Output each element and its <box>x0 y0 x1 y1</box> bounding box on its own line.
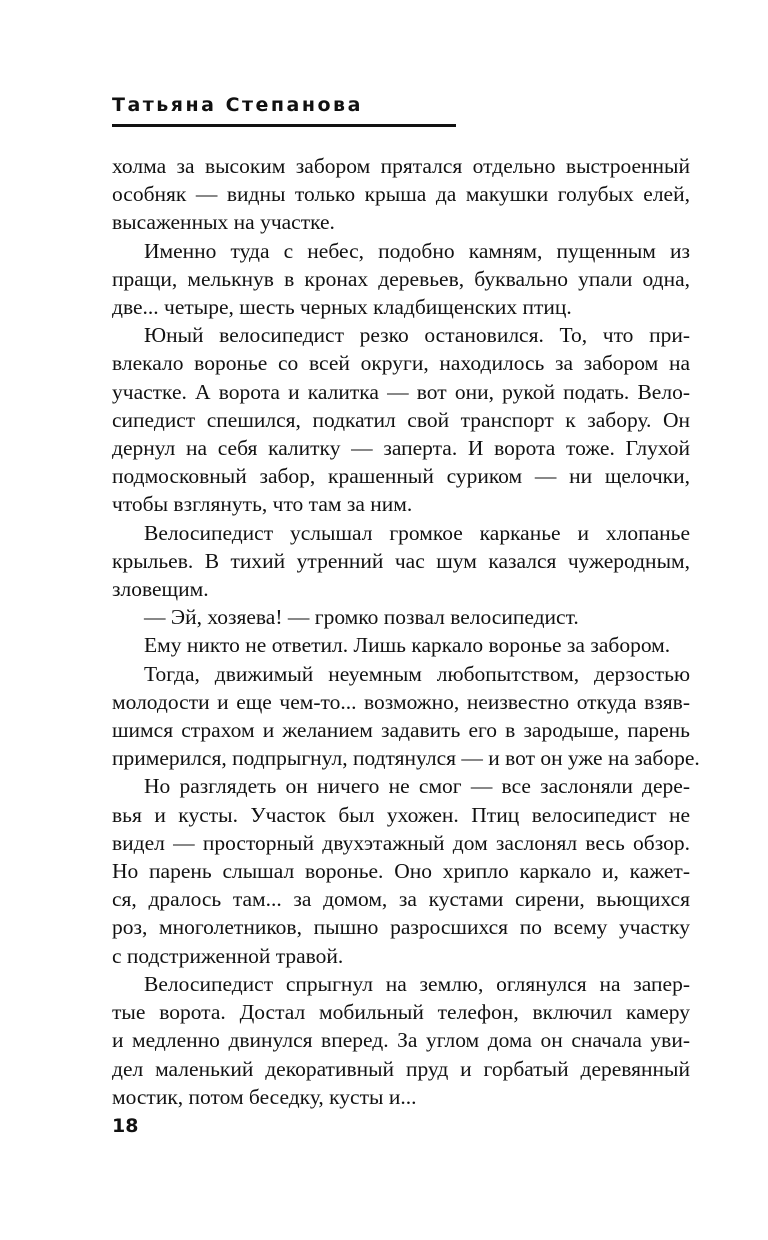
text-line: с подстриженной травой. <box>112 943 344 968</box>
text-line: Но разглядеть он ничего не смог — все заслоняли дере- <box>144 774 690 799</box>
text-line: участке. А ворота и калитка — вот они, рукой подать. Вело- <box>112 379 690 404</box>
text-line: Тогда, движимый неуемным любопытством, дерзостью <box>144 661 690 686</box>
running-head-author: Татьяна Степанова <box>112 94 363 116</box>
paragraph <box>112 519 690 604</box>
text-line: вья и кусты. Участок был ухожен. Птиц велосипедист не <box>112 802 690 827</box>
text-line: видел — просторный двухэтажный дом заслонял весь обзор. <box>112 830 690 855</box>
page-number: 18 <box>112 1115 139 1137</box>
text-line: холма за высоким забором прятался отдельно выстроенный <box>112 154 690 178</box>
text-line: Именно туда с небес, подобно камням, пущенным из <box>144 238 690 263</box>
text-line: Но парень слышал воронье. Оно хрипло каркало и, кажет- <box>112 859 690 884</box>
text-line: шимся страхом и желанием задавить его в зародыше, парень <box>112 718 690 743</box>
text-line: дел маленький декоративный пруд и горбатый деревянный <box>112 1056 690 1081</box>
text-line: особняк — видны только крыша да макушки голубых елей, <box>112 182 690 207</box>
paragraph <box>112 321 690 518</box>
text-line: высаженных на участке. <box>112 210 335 235</box>
text-line: подмосковный забор, крашенный суриком — ни щелочки, <box>112 464 690 489</box>
text-line: крыльев. В тихий утренний час шум казался чужеродным, <box>112 548 690 573</box>
text-line: роз, многолетников, пышно разросшихся по всему участку <box>112 915 690 940</box>
text-line: Велосипедист услышал громкое карканье и хлопанье <box>144 520 690 545</box>
paragraph <box>112 603 690 631</box>
header-rule <box>112 124 456 127</box>
paragraph <box>112 152 690 237</box>
text-line: мостик, потом беседку, кусты и... <box>112 1084 417 1109</box>
text-line: пращи, мелькнув в кронах деревьев, буквально упали одна, <box>112 266 690 291</box>
text-line: сипедист спешился, подкатил свой транспорт к забору. Он <box>112 407 690 432</box>
body-text <box>112 152 700 1111</box>
text-line: Юный велосипедист резко остановился. То, что при- <box>144 323 690 348</box>
text-line: и медленно двинулся вперед. За углом дома он сначала уви- <box>112 1028 690 1053</box>
text-line: Велосипедист спрыгнул на землю, оглянулся на запер- <box>144 971 690 996</box>
text-line: зловещим. <box>112 577 209 602</box>
text-line: дернул на себя калитку — заперта. И ворота тоже. Глухой <box>112 436 690 461</box>
text-line: молодости и еще чем-то... возможно, неизвестно откуда взяв- <box>112 689 690 714</box>
paragraph <box>112 970 690 1111</box>
text-line: примерился, подпрыгнул, подтянулся — и вот он уже на заборе. <box>112 746 700 771</box>
paragraph <box>112 772 690 969</box>
text-line: тые ворота. Достал мобильный телефон, включил камеру <box>112 1000 690 1025</box>
paragraph <box>112 660 700 773</box>
text-line: — Эй, хозяева! — громко позвал велосипедист. <box>144 605 579 630</box>
text-line: две... четыре, шесть черных кладбищенских птиц. <box>112 295 572 320</box>
paragraph <box>112 237 690 322</box>
text-line: влекало воронье со всей округи, находилось за забором на <box>112 351 690 376</box>
paragraph <box>112 631 690 659</box>
text-line: чтобы взглянуть, что там за ним. <box>112 492 413 517</box>
text-line: ся, дралось там... за домом, за кустами сирени, вьющихся <box>112 887 690 912</box>
text-line: Ему никто не ответил. Лишь каркало воронье за забором. <box>144 633 671 658</box>
